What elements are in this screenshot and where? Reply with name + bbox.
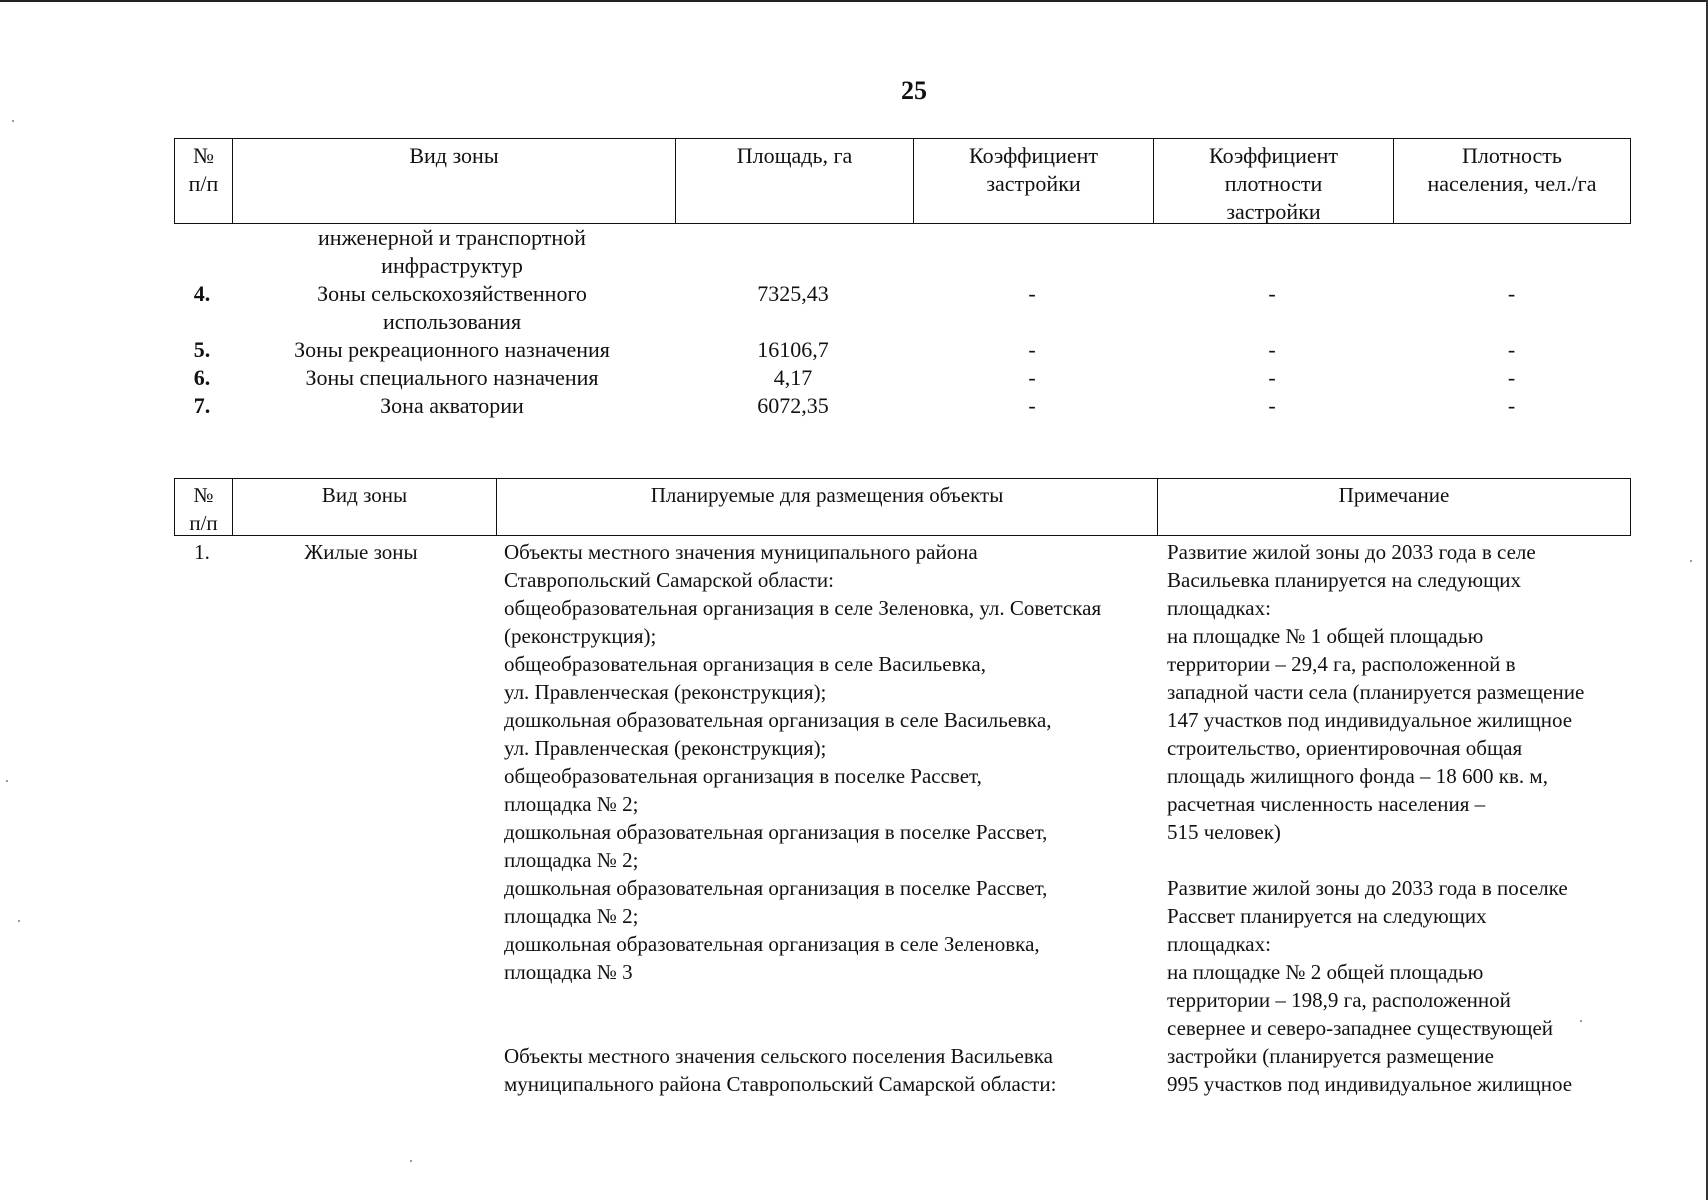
row-build-coefficient: - <box>1028 393 1036 418</box>
header-density-coefficient-line-1: Коэффициент <box>1208 143 1338 168</box>
page-top-edge <box>0 0 1708 2</box>
note-line: площадь жилищного фонда – 18 600 кв. м, <box>1167 764 1548 788</box>
row-density-coefficient: - <box>1268 337 1276 362</box>
page-number: 25 <box>901 76 927 105</box>
note-line: 995 участков под индивидуальное жилищное <box>1167 1072 1573 1096</box>
objects-line: ул. Правленческая (реконструкция); <box>504 680 827 704</box>
header-density-coefficient <box>1154 139 1394 223</box>
planned-objects-table-header <box>174 478 1631 536</box>
objects-line: общеобразовательная организация в селе Васильевка, <box>504 652 986 676</box>
continuation-text <box>230 224 674 280</box>
header-number-line-2: п/п <box>189 511 218 535</box>
header-density-coefficient-line-2: плотности <box>1224 171 1323 196</box>
scan-speck <box>1690 560 1692 562</box>
row-area: 7325,43 <box>757 281 829 306</box>
continuation-line-2: инфраструктур <box>381 253 523 278</box>
row-density-coefficient: - <box>1268 393 1276 418</box>
note-line: западной части села (планируется размещение <box>1167 680 1585 704</box>
scan-speck <box>1580 1020 1582 1022</box>
objects-line: Объекты местного значения муниципального района <box>504 540 978 564</box>
row-number: 1. <box>194 540 210 564</box>
row-zone: Жилые зоны <box>304 540 418 564</box>
header-note <box>1158 479 1630 535</box>
row-build-coefficient: - <box>1028 365 1036 390</box>
row-zone-line-1: Зоны сельскохозяйственного <box>317 281 587 306</box>
objects-line: Объекты местного значения сельского поселения Васильевка <box>504 1044 1053 1068</box>
header-zone-type <box>233 479 497 535</box>
note-line: расчетная численность населения – <box>1167 792 1486 816</box>
paragraph-gap <box>1167 846 1629 874</box>
objects-line: дошкольная образовательная организация в поселке Рассвет, <box>504 876 1048 900</box>
row-population-density: - <box>1507 365 1516 390</box>
header-planned-objects-label: Планируемые для размещения объекты <box>650 483 1004 507</box>
paragraph-gap <box>504 1014 1154 1042</box>
header-population-density-line-1: Плотность <box>1462 143 1562 168</box>
row-number: 6. <box>193 365 211 390</box>
row-area: 6072,35 <box>757 393 829 418</box>
objects-line: муниципального района Ставропольский Самарской области: <box>504 1072 1057 1096</box>
objects-line: дошкольная образовательная организация в поселке Рассвет, <box>504 820 1048 844</box>
objects-line: общеобразовательная организация в селе Зеленовка, ул. Советская <box>504 596 1102 620</box>
row-zone-line-1: Зоны специального назначения <box>305 365 599 390</box>
note-line: площадках: <box>1167 932 1271 956</box>
header-density-coefficient-line-3: застройки <box>1226 199 1321 224</box>
header-planned-objects <box>497 479 1158 535</box>
header-note-label: Примечание <box>1338 483 1450 507</box>
note-line: застройки (планируется размещение <box>1167 1044 1494 1068</box>
header-build-coefficient-line-1: Коэффициент <box>968 143 1098 168</box>
header-population-density-line-2: населения, чел./га <box>1427 171 1597 196</box>
note-line: Рассвет планируется на следующих <box>1167 904 1487 928</box>
header-number-line-1: № <box>193 483 214 507</box>
header-zone-type-label: Вид зоны <box>409 143 499 168</box>
zones-table-header <box>174 138 1631 224</box>
row-number: 5. <box>193 337 211 362</box>
note-line: строительство, ориентировочная общая <box>1167 736 1523 760</box>
scan-speck <box>18 920 20 922</box>
objects-line: общеобразовательная организация в поселке Рассвет, <box>504 764 982 788</box>
objects-line: площадка № 3 <box>504 960 633 984</box>
header-zone-type-label: Вид зоны <box>321 483 408 507</box>
note-line: 147 участков под индивидуальное жилищное <box>1167 708 1573 732</box>
note-line: Развитие жилой зоны до 2033 года в поселке <box>1167 876 1568 900</box>
objects-line: ул. Правленческая (реконструкция); <box>504 736 827 760</box>
note-line: Развитие жилой зоны до 2033 года в селе <box>1167 540 1536 564</box>
scan-speck <box>12 120 14 122</box>
note-line: площадках: <box>1167 596 1271 620</box>
scan-speck <box>6 780 8 782</box>
header-zone-type <box>233 139 676 223</box>
note-line: на площадке № 1 общей площадью <box>1167 624 1484 648</box>
header-population-density <box>1394 139 1630 223</box>
scan-speck <box>410 1160 412 1162</box>
row-zone <box>230 392 674 420</box>
header-number-line-2: п/п <box>188 171 219 196</box>
row-density-coefficient: - <box>1268 281 1276 306</box>
note-line: Васильевка планируется на следующих <box>1167 568 1522 592</box>
paragraph-gap <box>504 986 1154 1014</box>
continuation-line-1: инженерной и транспортной <box>318 225 586 250</box>
objects-line: площадка № 2; <box>504 848 639 872</box>
row-number: 4. <box>193 281 211 306</box>
header-build-coefficient-line-2: застройки <box>986 171 1081 196</box>
header-build-coefficient <box>914 139 1154 223</box>
objects-line: дошкольная образовательная организация в селе Зеленовка, <box>504 932 1040 956</box>
row-number: 7. <box>193 393 211 418</box>
note-line: территории – 29,4 га, расположенной в <box>1167 652 1516 676</box>
row-population-density: - <box>1507 393 1516 418</box>
row-zone <box>230 280 674 336</box>
note-line: севернее и северо-западнее существующей <box>1167 1016 1554 1040</box>
row-zone <box>230 336 674 364</box>
row-zone-line-1: Зоны рекреационного назначения <box>294 337 610 362</box>
row-build-coefficient: - <box>1028 281 1036 306</box>
note-line: 515 человек) <box>1167 820 1281 844</box>
note-line: территории – 198,9 га, расположенной <box>1167 988 1511 1012</box>
row-area: 16106,7 <box>757 337 829 362</box>
row-population-density: - <box>1507 281 1516 306</box>
note-text <box>1167 538 1629 1098</box>
row-area: 4,17 <box>773 365 813 390</box>
objects-line: Ставропольский Самарской области: <box>504 568 834 592</box>
planned-objects-text <box>504 538 1154 1098</box>
note-line: на площадке № 2 общей площадью <box>1167 960 1484 984</box>
row-population-density: - <box>1507 337 1516 362</box>
header-number <box>175 479 233 535</box>
header-area <box>676 139 914 223</box>
objects-line: дошкольная образовательная организация в селе Васильевка, <box>504 708 1052 732</box>
row-zone <box>230 364 674 392</box>
header-number <box>175 139 233 223</box>
header-number-line-1: № <box>193 143 214 168</box>
row-density-coefficient: - <box>1268 365 1276 390</box>
row-build-coefficient: - <box>1028 337 1036 362</box>
objects-line: (реконструкция); <box>504 624 657 648</box>
objects-line: площадка № 2; <box>504 792 639 816</box>
row-zone-line-2: использования <box>382 309 522 334</box>
row-zone-line-1: Зона акватории <box>380 393 524 418</box>
objects-line: площадка № 2; <box>504 904 639 928</box>
header-area-label: Площадь, га <box>736 143 853 168</box>
